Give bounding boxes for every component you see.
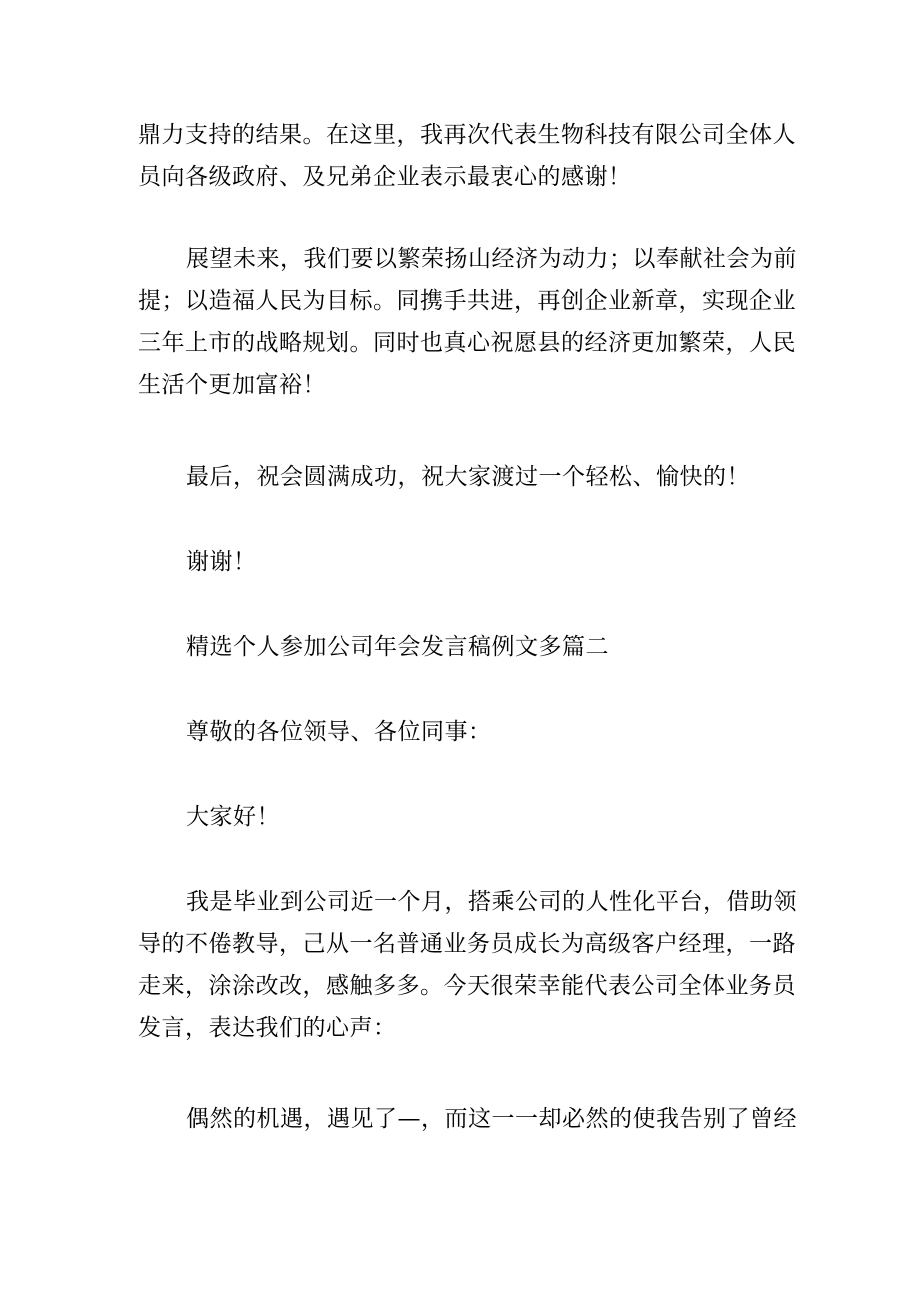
text-line: 走来，涂涂改改，感触多多。今天很荣幸能代表公司全体业务员 bbox=[138, 973, 796, 999]
paragraph-thanks-continuation bbox=[138, 114, 796, 198]
text-line: 尊敬的各位领导、各位同事： bbox=[186, 719, 492, 745]
paragraph-thank-you bbox=[138, 541, 788, 583]
text-line: 员向各级政府、及兄弟企业表示最衷心的感谢！ bbox=[138, 164, 632, 190]
paragraph-introduction bbox=[138, 881, 797, 1049]
text-line: 谢谢！ bbox=[186, 549, 257, 575]
paragraph-closing-wishes bbox=[138, 456, 788, 498]
heading-line: 精选个人参加公司年会发言稿例文多篇二 bbox=[186, 634, 609, 660]
text-line: 生活个更加富裕！ bbox=[138, 372, 326, 398]
text-line: 大家好！ bbox=[186, 804, 280, 830]
text-line: 鼎力支持的结果。在这里，我再次代表生物科技有限公司全体人 bbox=[138, 122, 796, 148]
text-line: 偶然的机遇，遇见了—，而这一一却必然的使我告别了曾经 bbox=[186, 1106, 797, 1132]
text-line: 导的不倦教导，己从一名普通业务员成长为高级客户经理，一路 bbox=[138, 931, 796, 957]
text-line: 提；以造福人民为目标。同携手共进，再创企业新章，实现企业 bbox=[138, 288, 796, 314]
text-line: 我是毕业到公司近一个月，搭乘公司的人性化平台，借助领 bbox=[186, 889, 797, 915]
text-line: 发言，表达我们的心声： bbox=[138, 1015, 397, 1041]
paragraph-outlook bbox=[138, 238, 797, 406]
paragraph-opportunity bbox=[138, 1098, 797, 1140]
section-heading bbox=[138, 626, 788, 668]
paragraph-salutation bbox=[138, 711, 788, 753]
text-line: 三年上市的战略规划。同时也真心祝愿县的经济更加繁荣，人民 bbox=[138, 330, 796, 356]
text-line: 展望未来，我们要以繁荣扬山经济为动力；以奉献社会为前 bbox=[186, 246, 797, 272]
text-line: 最后，祝会圆满成功，祝大家渡过一个轻松、愉快的！ bbox=[186, 464, 750, 490]
paragraph-greeting bbox=[138, 796, 788, 838]
